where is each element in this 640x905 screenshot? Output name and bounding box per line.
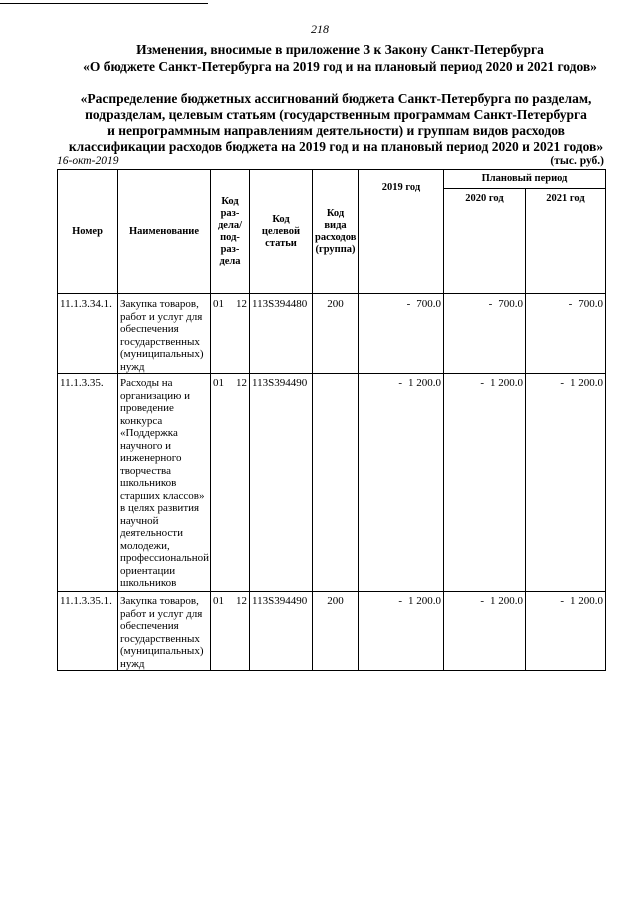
header-2020: 2020 год — [444, 189, 526, 294]
cell-section-code — [211, 592, 250, 671]
cell-expense-type — [313, 374, 359, 592]
sign: - — [488, 298, 493, 310]
subheading-line: классификации расходов бюджета на 2019 год и на плановый период 2020 и 2021 годов» — [68, 139, 604, 154]
amount-value: 700.0 — [578, 298, 603, 310]
cell-target-code: 113S394490 — [250, 592, 313, 671]
cell-2019 — [359, 374, 444, 592]
table-row — [58, 294, 606, 374]
amount-value: 1 200.0 — [490, 377, 523, 389]
amount-value: 700.0 — [416, 298, 441, 310]
document-heading — [40, 41, 640, 75]
header-planned-period: Плановый период — [444, 170, 606, 189]
sign: - — [568, 298, 573, 310]
document-subheading — [36, 91, 636, 155]
section-code: 01 — [213, 377, 224, 389]
header-name: Наименование — [118, 170, 211, 294]
cell-2020 — [444, 294, 526, 374]
amount-value: 700.0 — [498, 298, 523, 310]
header-number: Номер — [58, 170, 118, 294]
cell-2020 — [444, 592, 526, 671]
header-expense-type-code: Код вида расходов (группа) — [313, 170, 359, 294]
cell-section-code — [211, 374, 250, 592]
header-section-code: Код раз-дела/ под-раз-дела — [211, 170, 250, 294]
amount-value: 1 200.0 — [570, 595, 603, 607]
budget-table — [57, 169, 606, 671]
cell-2021 — [526, 592, 606, 671]
document-date: 16-окт-2019 — [57, 155, 119, 167]
cell-2021 — [526, 374, 606, 592]
sign: - — [560, 595, 564, 607]
table-header-row — [58, 170, 606, 189]
cell-2019 — [359, 294, 444, 374]
section-code: 01 — [213, 595, 224, 607]
subsection-code: 12 — [236, 377, 247, 389]
heading-line: «О бюджете Санкт-Петербурга на 2019 год и на плановый период 2020 и 2021 годов» — [83, 59, 597, 74]
cell-2021 — [526, 294, 606, 374]
sign: - — [398, 377, 402, 389]
units-label: (тыс. руб.) — [550, 155, 604, 167]
subsection-code: 12 — [236, 298, 247, 310]
table-row — [58, 374, 606, 592]
cell-expense-type: 200 — [313, 294, 359, 374]
subheading-line: «Распределение бюджетных ассигнований бюджета Санкт-Петербурга по разделам, — [80, 91, 592, 106]
amount-value: 1 200.0 — [408, 595, 441, 607]
cell-number: 11.1.3.35. — [58, 374, 118, 592]
header-target-code: Код целевой статьи — [250, 170, 313, 294]
sign: - — [398, 595, 402, 607]
heading-line: Изменения, вносимые в приложение 3 к Закону Санкт-Петербурга — [136, 42, 544, 57]
sign: - — [480, 595, 484, 607]
header-2021: 2021 год — [526, 189, 606, 294]
cell-expense-type: 200 — [313, 592, 359, 671]
cell-target-code: 113S394490 — [250, 374, 313, 592]
sign: - — [560, 377, 564, 389]
sign: - — [480, 377, 484, 389]
cell-target-code: 113S394480 — [250, 294, 313, 374]
cell-2019 — [359, 592, 444, 671]
page-number: 218 — [311, 22, 329, 36]
cell-name: Закупка товаров, работ и услуг для обеспечения государственных (муниципальных) нужд — [118, 592, 211, 671]
cell-number: 11.1.3.34.1. — [58, 294, 118, 374]
amount-value: 1 200.0 — [408, 377, 441, 389]
top-rule — [0, 3, 208, 4]
cell-name: Расходы на организацию и проведение конкурса «Поддержка научного и инженерного творчества школьников старших классов» в целях развития научной деятельности молодежи, профессиональной ориентации школьников — [118, 374, 211, 592]
cell-number: 11.1.3.35.1. — [58, 592, 118, 671]
sign: - — [406, 298, 411, 310]
cell-section-code — [211, 294, 250, 374]
subheading-line: и непрограммным направлениям деятельности) и группам видов расходов — [107, 123, 565, 138]
amount-value: 1 200.0 — [490, 595, 523, 607]
cell-name: Закупка товаров, работ и услуг для обеспечения государственных (муниципальных) нужд — [118, 294, 211, 374]
section-code: 01 — [213, 298, 224, 310]
amount-value: 1 200.0 — [570, 377, 603, 389]
subheading-line: подразделам, целевым статьям (государственным программам Санкт-Петербурга — [85, 107, 587, 122]
header-2019: 2019 год — [359, 170, 444, 294]
subsection-code: 12 — [236, 595, 247, 607]
table-row — [58, 592, 606, 671]
cell-2020 — [444, 374, 526, 592]
